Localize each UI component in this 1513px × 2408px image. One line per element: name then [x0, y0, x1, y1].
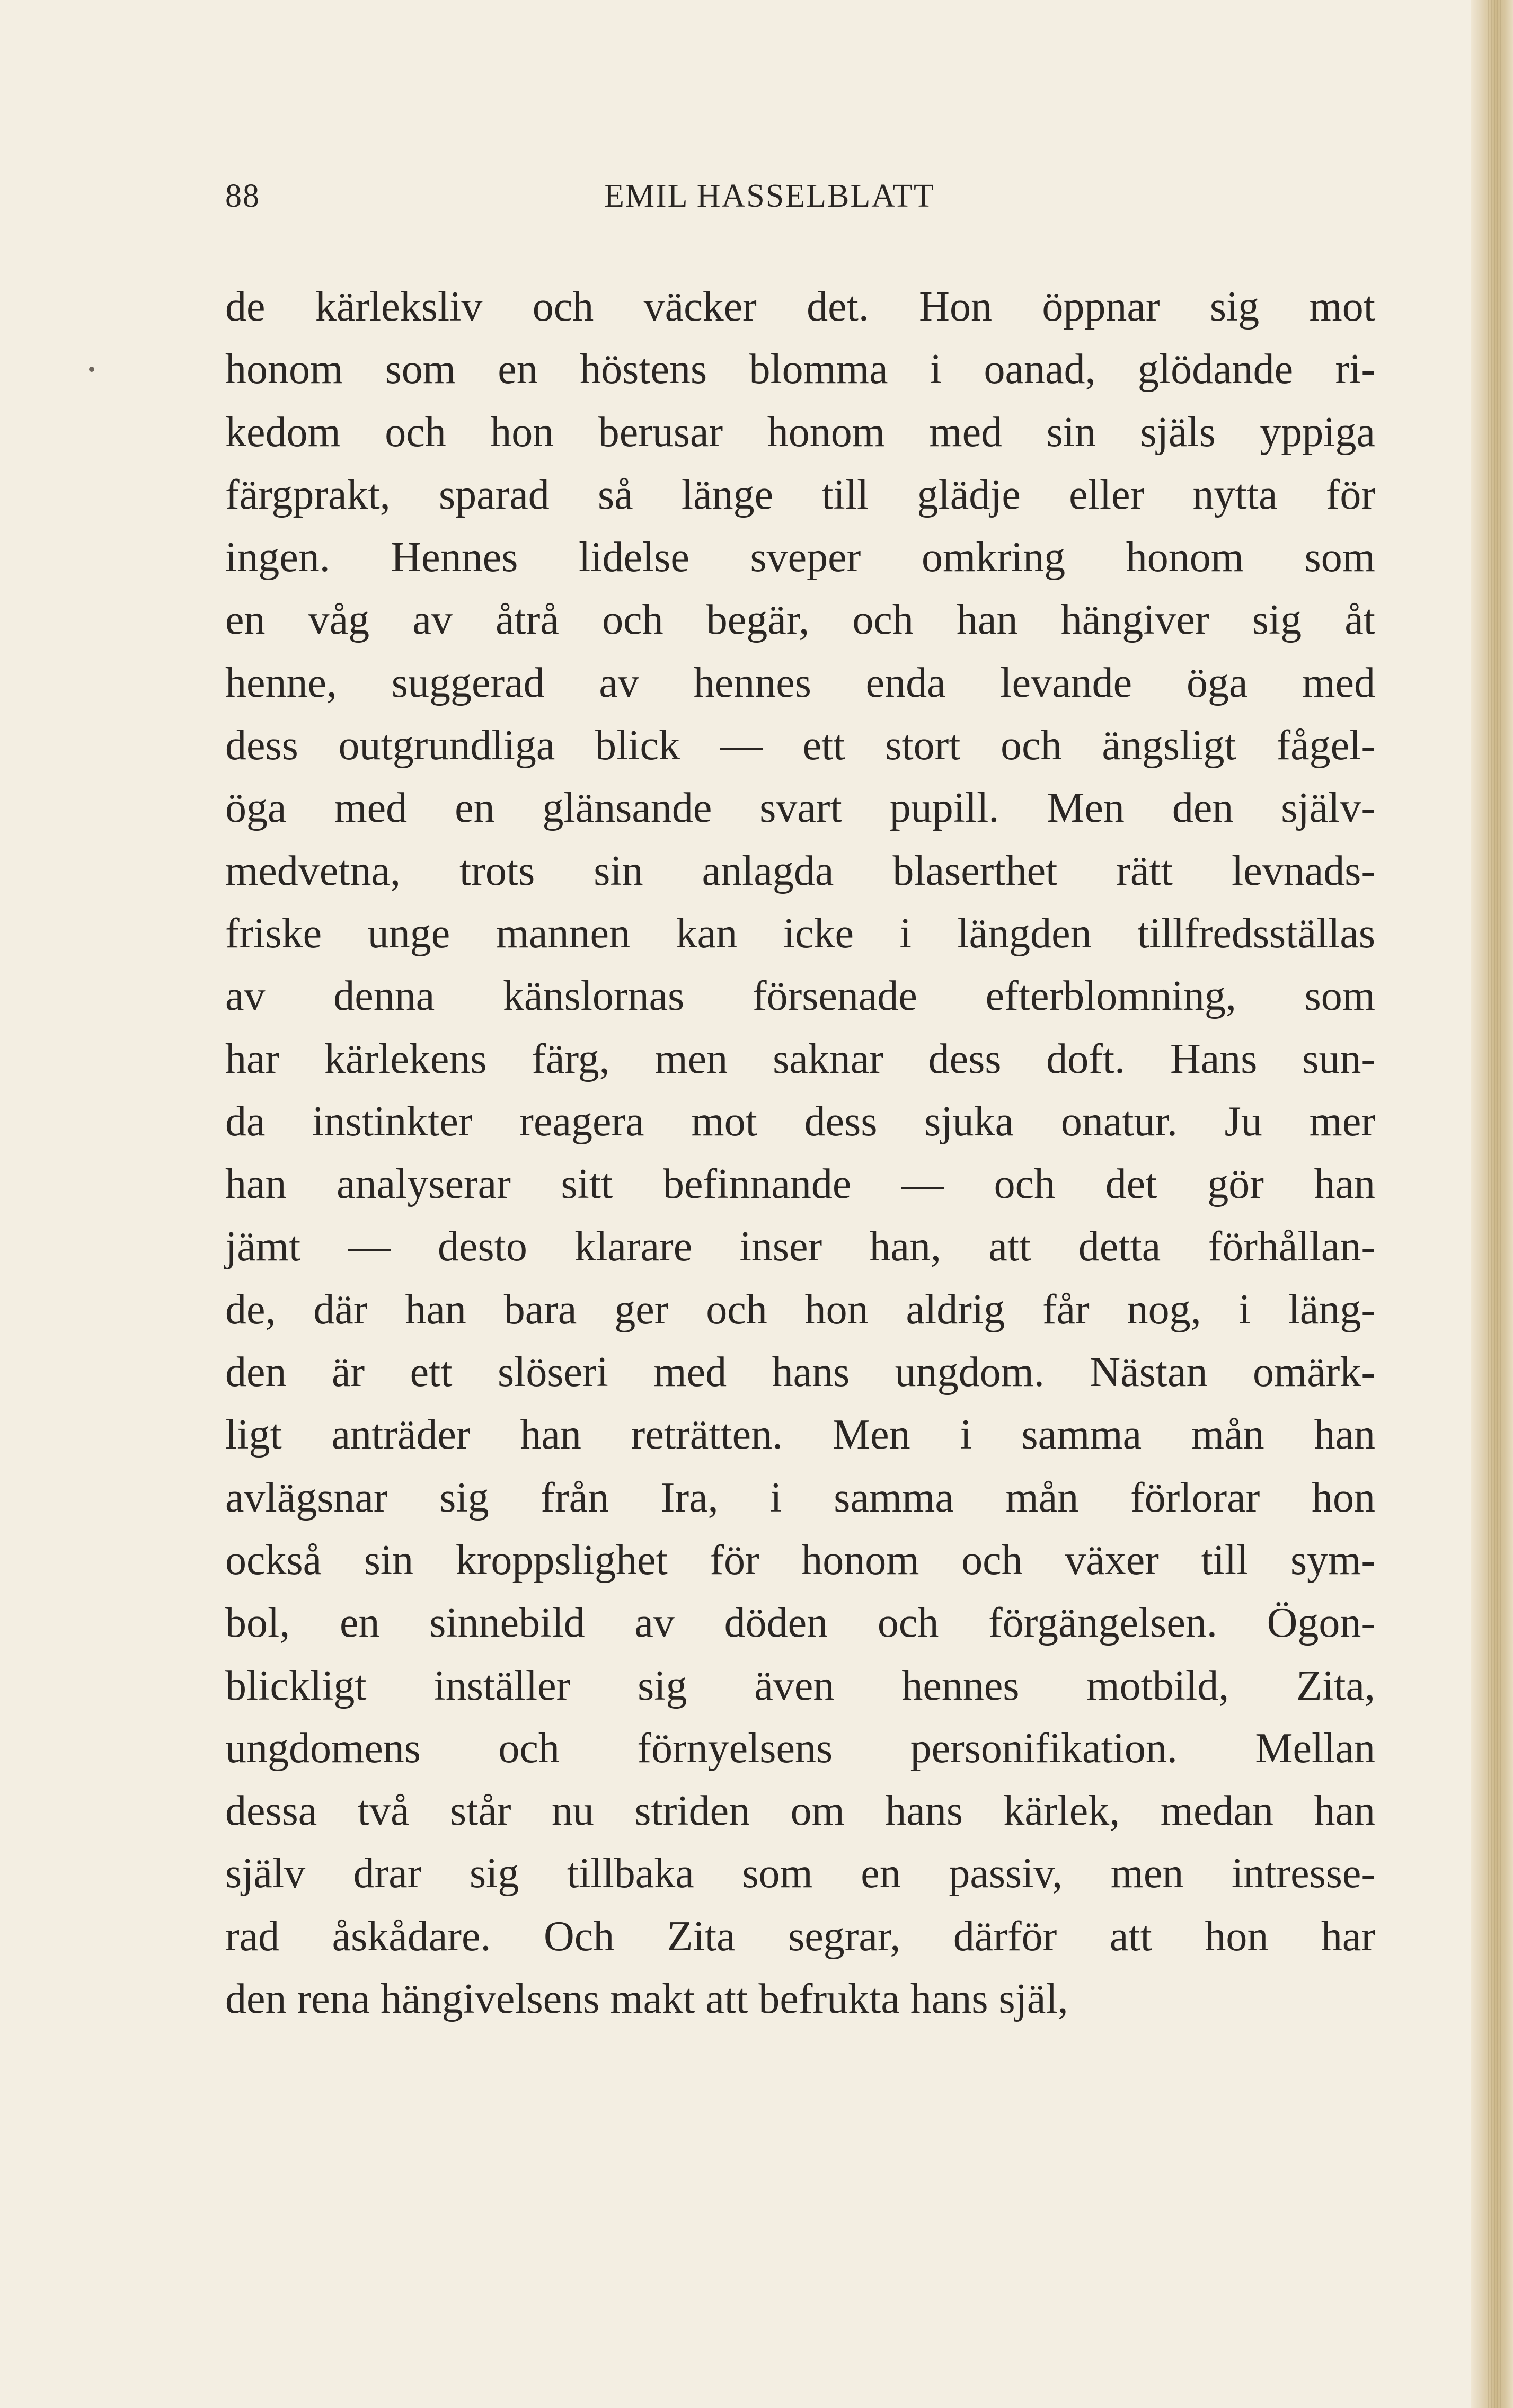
text-line: jämt — desto klarare inser han, att detta förhållan- — [225, 1223, 1375, 1270]
text-line: färgprakt, sparad så länge till glädje eller nytta för — [225, 471, 1375, 518]
text-line: han analyserar sitt befinnande — och det gör han — [225, 1161, 1375, 1208]
running-title: EMIL HASSELBLATT — [604, 178, 935, 214]
text-line: av denna känslornas försenade efterblomning, som — [225, 973, 1375, 1020]
text-line: dessa två står nu striden om hans kärlek, medan han — [225, 1788, 1375, 1835]
text-line: medvetna, trots sin anlagda blaserthet rätt levnads- — [225, 847, 1375, 894]
text-line: den rena hängivelsens makt att befrukta hans själ, — [225, 1976, 1068, 2023]
text-line: ungdomens och förnyelsens personifikation. Mellan — [225, 1725, 1375, 1772]
text-line: kedom och hon berusar honom med sin själs yppiga — [225, 408, 1375, 456]
text-line: ingen. Hennes lidelse sveper omkring honom som — [225, 534, 1375, 581]
text-line: rad åskådare. Och Zita segrar, därför att hon har — [225, 1913, 1375, 1960]
text-line: en våg av åtrå och begär, och han hängiver sig åt — [225, 597, 1375, 644]
text-line: de kärleksliv och väcker det. Hon öppnar sig mot — [225, 283, 1375, 330]
text-line: har kärlekens färg, men saknar dess doft. Hans sun- — [225, 1035, 1375, 1082]
text-line: honom som en höstens blomma i oanad, glödande ri- — [225, 346, 1375, 393]
text-line: själv drar sig tillbaka som en passiv, men intresse- — [225, 1850, 1375, 1897]
page-edge-texture — [1488, 0, 1503, 2408]
text-line: de, där han bara ger och hon aldrig får nog, i läng- — [225, 1286, 1375, 1333]
text-line: bol, en sinnebild av döden och förgängelsen. Ögon- — [225, 1600, 1375, 1647]
margin-dot — [89, 367, 94, 372]
text-line: friske unge mannen kan icke i längden tillfredsställas — [225, 910, 1375, 957]
page-header — [225, 175, 1063, 217]
text-line: också sin kroppslighet för honom och växer till sym- — [225, 1536, 1375, 1584]
text-line: avlägsnar sig från Ira, i samma mån förlorar hon — [225, 1474, 1375, 1521]
text-line: dess outgrundliga blick — ett stort och ängsligt fågel- — [225, 722, 1375, 769]
text-line: ligt anträder han reträtten. Men i samma mån han — [225, 1411, 1375, 1459]
page-number: 88 — [225, 178, 260, 214]
text-line: öga med en glänsande svart pupill. Men den själv- — [225, 785, 1375, 832]
text-line: den är ett slöseri med hans ungdom. Nästan omärk- — [225, 1349, 1375, 1396]
text-line: da instinkter reagera mot dess sjuka onatur. Ju mer — [225, 1098, 1375, 1145]
body-text — [225, 276, 1375, 2030]
text-line: blickligt inställer sig även hennes motbild, Zita, — [225, 1662, 1375, 1709]
text-line: henne, suggerad av hennes enda levande öga med — [225, 659, 1375, 706]
